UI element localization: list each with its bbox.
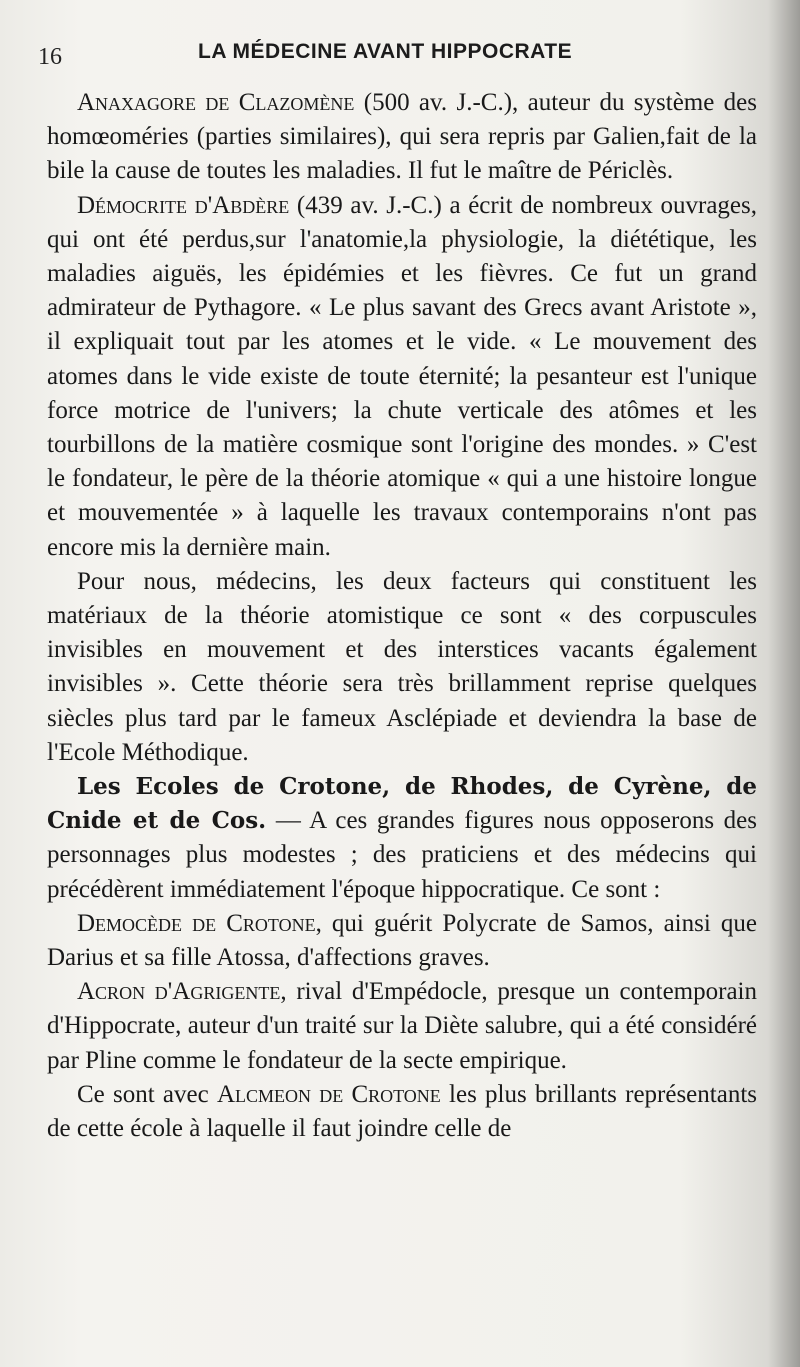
- paragraph-democrite: [47, 189, 757, 565]
- page-header: [38, 36, 758, 76]
- paragraph-text: Pour nous, médecins, les deux facteurs qui constituent les matériaux de la théorie atomistique ce sont « des corpuscules invisibles en mouvement et des interstices vacants également invisibles ». Cette théorie sera très brillamment reprise quelques siècles plus tard par le fameux Asclépiade et deviendra la base de l'Ecole Méthodique.: [47, 567, 757, 766]
- paragraph-democede: [47, 907, 757, 975]
- name-democede: Democède de Crotone: [77, 909, 316, 937]
- paragraph-ecoles: [47, 770, 757, 907]
- paragraph-medecins: [47, 565, 757, 770]
- paragraph-text: — A ces grandes figures nous opposerons des personnages plus modestes ; des praticiens et des médecins qui précédèrent immédiatement l'époque hippocratique. Ce sont :: [47, 807, 757, 903]
- paragraph-anaxagore: [47, 86, 757, 189]
- paragraph-text: (439 av. J.-C.) a écrit de nombreux ouvrages, qui ont été perdus,sur l'anatomie,la physiologie, la diététique, les maladies aiguës, les épidémies et les fièvres. Ce fut un grand admirateur de Pythagore. « Le plus savant des Grecs avant Aristote », il expliquait tout par les atomes et le vide. « Le mouvement des atomes dans le vide existe de toute éternité; la pesanteur est l'unique force motrice de l'univers; la chute verticale des atômes et les tourbillons de la matière cosmique sont l'origine des mondes. » C'est le fondateur, le père de la théorie atomique « qui a une histoire longue et mouvementée » à laquelle les travaux contemporains n'ont pas encore mis la dernière main.: [47, 191, 757, 561]
- name-anaxagore: Anaxagore de Clazomène: [77, 89, 355, 116]
- body-text: [47, 86, 757, 1146]
- paragraph-text: les plus brillants représentants de cette école à laquelle il faut joindre celle de: [47, 1080, 757, 1143]
- paragraph-prefix: Ce sont avec: [77, 1080, 217, 1108]
- name-alcmeon: Alcmeon de Crotone: [216, 1080, 441, 1108]
- paragraph-acron: [47, 975, 757, 1078]
- section-heading-ecoles: Les Ecoles de Crotone, de Rhodes, de Cyrène, de Cnide et de Cos.: [47, 773, 757, 835]
- paragraph-text: , rival d'Empédocle, presque un contemporain d'Hippocrate, auteur d'un traité sur la Diète salubre, qui a été considéré par Pline comme le fondateur de la secte empirique.: [47, 978, 757, 1074]
- name-acron: Acron d'Agrigente: [77, 978, 281, 1006]
- paragraph-alcmeon: [47, 1078, 757, 1146]
- page-number: 16: [38, 44, 62, 70]
- running-title: LA MÉDECINE AVANT HIPPOCRATE: [198, 40, 573, 63]
- paragraph-text: (500 av. J.-C.), auteur du système des homœoméries (parties similaires), qui sera repris par Galien,fait de la bile la cause de toutes les maladies. Il fut le maître de Périclès.: [47, 89, 758, 185]
- name-democrite: Démocrite d'Abdère: [77, 191, 290, 219]
- paragraph-text: , qui guérit Polycrate de Samos, ainsi que Darius et sa fille Atossa, d'affections graves.: [47, 909, 757, 972]
